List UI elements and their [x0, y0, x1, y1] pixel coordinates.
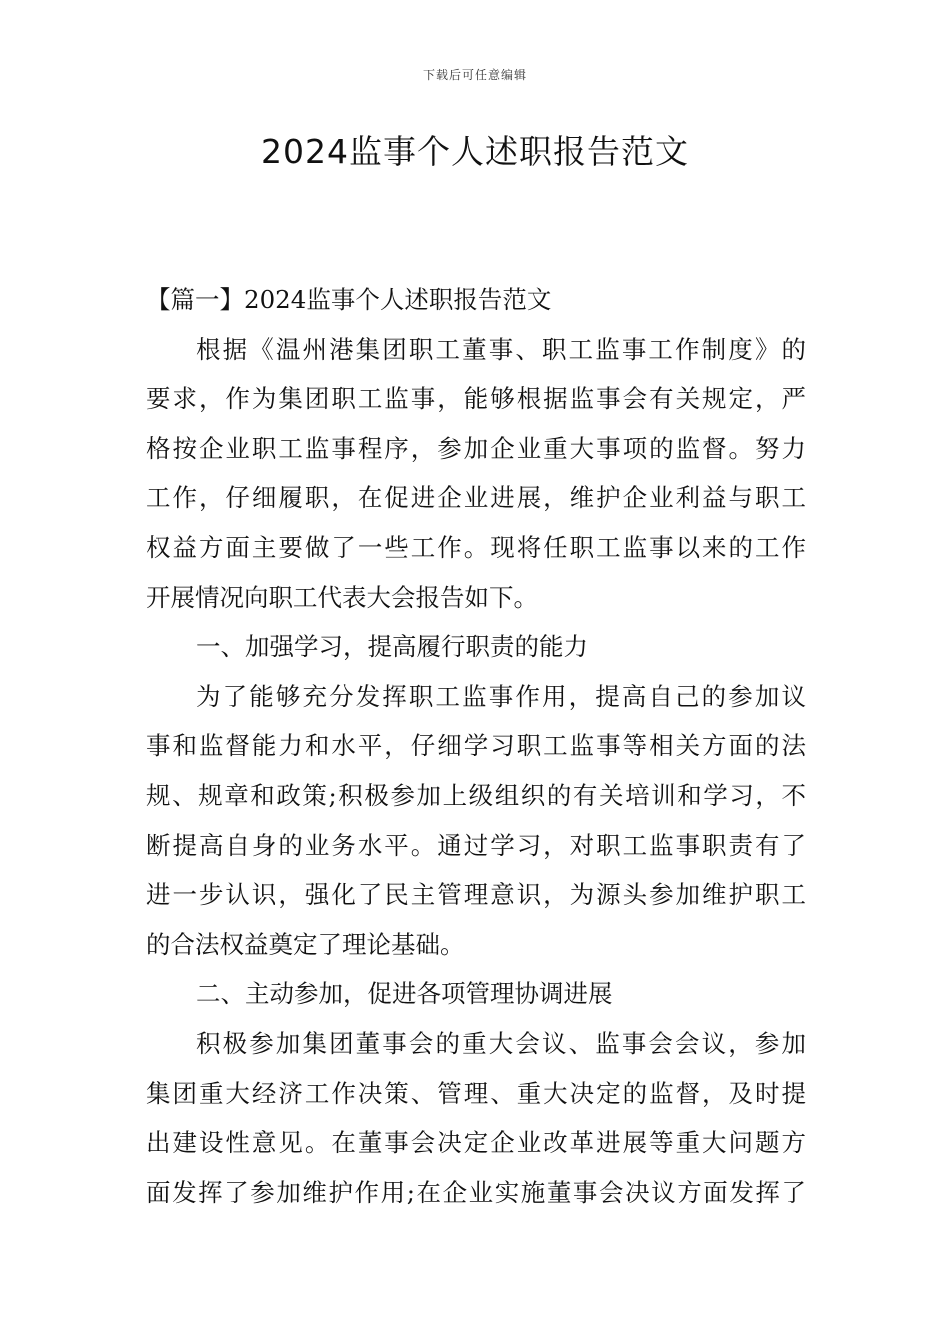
text-line: 为了能够充分发挥职工监事作用，提高自己的参加议	[196, 681, 806, 711]
text-line: 积极参加集团董事会的重大会议、监事会会议，参加	[196, 1028, 806, 1058]
text-line: 一、加强学习，提高履行职责的能力	[196, 632, 588, 662]
document-body	[146, 275, 806, 1217]
text-line: 事和监督能力和水平，仔细学习职工监事等相关方面的法	[146, 731, 806, 761]
header-note: 下载后可任意编辑	[422, 68, 527, 82]
text-line: 格按企业职工监事程序，参加企业重大事项的监督。努力	[146, 433, 806, 463]
text-line: 出建设性意见。在董事会决定企业改革进展等重大问题方	[146, 1128, 806, 1158]
text-line: 开展情况向职工代表大会报告如下。	[146, 582, 538, 612]
document-title: 2024监事个人述职报告范文	[261, 132, 689, 171]
text-line: 进一步认识，强化了民主管理意识，为源头参加维护职工	[146, 880, 806, 910]
text-line: 断提高自身的业务水平。通过学习，对职工监事职责有了	[146, 830, 806, 860]
text-line: 工作，仔细履职，在促进企业进展，维护企业利益与职工	[146, 483, 806, 513]
text-line: 的合法权益奠定了理论基础。	[146, 929, 465, 959]
text-line: 二、主动参加，促进各项管理协调进展	[196, 979, 613, 1009]
text-line: 面发挥了参加维护作用;在企业实施董事会决议方面发挥了	[146, 1177, 806, 1207]
text-line: 【篇一】2024监事个人述职报告范文	[146, 285, 552, 314]
text-line: 权益方面主要做了一些工作。现将任职工监事以来的工作	[146, 532, 806, 562]
text-line: 要求，作为集团职工监事，能够根据监事会有关规定，严	[146, 384, 806, 414]
text-line: 集团重大经济工作决策、管理、重大决定的监督，及时提	[146, 1078, 806, 1108]
text-line: 规、规章和政策;积极参加上级组织的有关培训和学习，不	[146, 780, 806, 810]
text-line: 根据《温州港集团职工董事、职工监事工作制度》的	[196, 334, 806, 364]
